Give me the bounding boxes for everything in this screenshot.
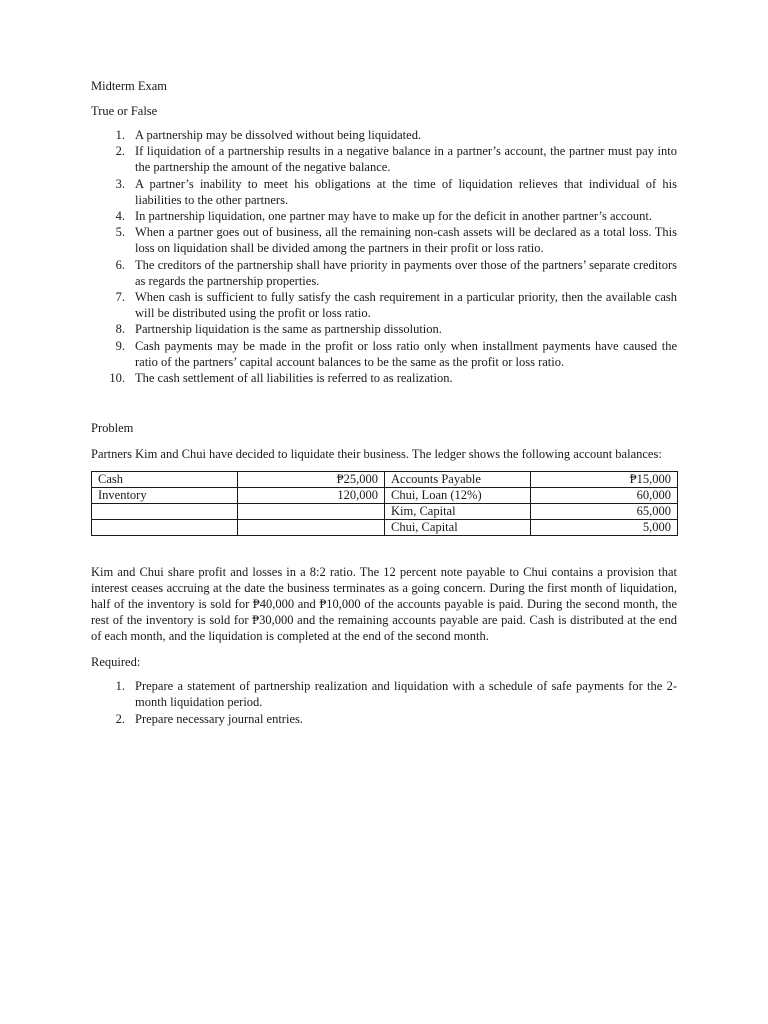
list-item <box>91 711 677 727</box>
document-page <box>91 78 677 727</box>
list-item <box>91 289 677 321</box>
table-row <box>92 520 678 536</box>
ledger-table <box>91 471 678 536</box>
table-cell: Inventory <box>92 488 238 504</box>
item-number: 1. <box>115 128 125 142</box>
table-cell: Chui, Capital <box>385 520 531 536</box>
item-text: The cash settlement of all liabilities is referred to as realization. <box>135 371 453 386</box>
problem-narrative: Kim and Chui share profit and losses in a 8:2 ratio. The 12 percent note payable to Chui contains a provision that interest ceases accruing at the date the business terminates as a going concern. During the first month of liquidation, half of the inventory is sold for ₱40,000 and ₱10,000 of the accounts payable is paid. During the second month, the rest of the inventory is sold for ₱30,000 and the remaining accounts payable are paid. Cash is distributed at the end of each month, and the liquidation is completed at the end of the second month. <box>91 565 677 644</box>
table-cell: 65,000 <box>531 504 678 520</box>
item-text: When a partner goes out of business, all the remaining non-cash assets will be declared as a total loss. This loss on liquidation shall be divided among the partners in their profit or loss ratio. <box>135 225 677 256</box>
list-item <box>91 224 677 256</box>
item-text: If liquidation of a partnership results in a negative balance in a partner’s account, the partner must pay into the partnership the amount of the negative balance. <box>135 144 677 175</box>
item-text: A partner’s inability to meet his obligations at the time of liquidation relieves that individual of his liabilities to the other partners. <box>135 176 677 207</box>
item-text: Prepare a statement of partnership realization and liquidation with a schedule of safe payments for the 2-month liquidation period. <box>135 679 677 710</box>
item-text: A partnership may be dissolved without being liquidated. <box>135 128 422 142</box>
table-row <box>92 472 678 488</box>
table-cell: ₱15,000 <box>531 472 678 488</box>
table-cell: 60,000 <box>531 488 678 504</box>
table-cell <box>238 520 385 536</box>
item-number: 5. <box>115 225 125 240</box>
table-cell: Chui, Loan (12%) <box>385 488 531 504</box>
table-cell: ₱25,000 <box>238 472 385 488</box>
item-number: 9. <box>115 338 125 353</box>
table-cell: Accounts Payable <box>385 472 531 488</box>
required-list <box>91 678 677 727</box>
item-text: When cash is sufficient to fully satisfy the cash requirement in a particular priority, then the available cash will be distributed using the profit or loss ratio. <box>135 290 677 321</box>
table-row <box>92 488 678 504</box>
item-text: The creditors of the partnership shall have priority in payments over those of the partners’ separate creditors as regards the partnership properties. <box>135 257 677 288</box>
item-text: Prepare necessary journal entries. <box>135 711 303 726</box>
true-false-list <box>91 127 677 386</box>
item-text: Cash payments may be made in the profit or loss ratio only when installment payments have caused the ratio of the partners’ capital account balances to be the same as the profit or loss ratio. <box>135 338 677 369</box>
problem-heading: Problem <box>91 421 134 436</box>
list-item <box>91 208 677 224</box>
table-cell: Kim, Capital <box>385 504 531 520</box>
item-text: Partnership liquidation is the same as partnership dissolution. <box>135 322 442 337</box>
required-heading: Required: <box>91 655 141 670</box>
item-text: In partnership liquidation, one partner may have to make up for the deficit in another partner’s account. <box>135 209 652 224</box>
item-number: 2. <box>115 144 125 159</box>
item-number: 7. <box>115 290 125 305</box>
list-item <box>91 127 677 143</box>
list-item <box>91 176 677 208</box>
list-item <box>91 321 677 337</box>
list-item <box>91 338 677 370</box>
item-number: 2. <box>115 711 125 726</box>
item-number: 1. <box>115 679 125 694</box>
list-item <box>91 143 677 175</box>
list-item <box>91 678 677 710</box>
item-number: 4. <box>115 209 125 224</box>
table-cell <box>92 520 238 536</box>
table-cell <box>92 504 238 520</box>
item-number: 10. <box>109 371 125 386</box>
item-number: 8. <box>115 322 125 337</box>
table-row <box>92 504 678 520</box>
exam-title: Midterm Exam <box>91 79 168 93</box>
true-false-heading: True or False <box>91 104 158 118</box>
table-cell: Cash <box>92 472 238 488</box>
table-cell <box>238 504 385 520</box>
problem-intro: Partners Kim and Chui have decided to liquidate their business. The ledger shows the following account balances: <box>91 447 662 462</box>
item-number: 3. <box>115 176 125 191</box>
item-number: 6. <box>115 257 125 272</box>
list-item <box>91 257 677 289</box>
table-cell: 5,000 <box>531 520 678 536</box>
table-cell: 120,000 <box>238 488 385 504</box>
list-item <box>91 370 677 386</box>
